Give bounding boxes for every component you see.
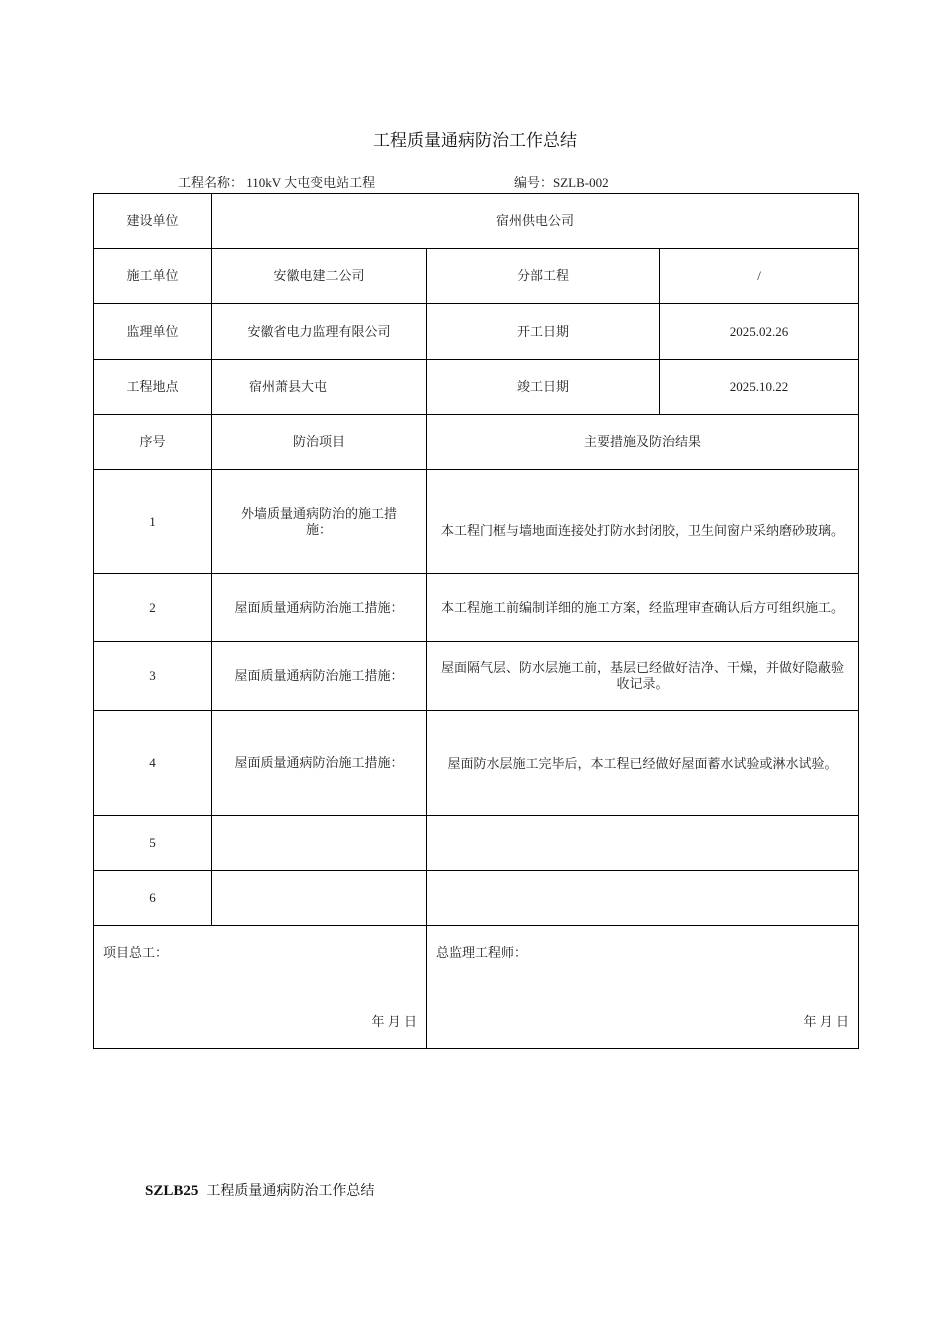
header-result: 主要措施及防治结果 [427, 415, 859, 470]
table-row [94, 642, 859, 711]
division-label: 分部工程 [427, 249, 660, 304]
row-item: 屋面质量通病防治施工措施： [212, 642, 427, 711]
project-name-line [178, 172, 375, 191]
table-row [94, 249, 859, 304]
row-result [427, 871, 859, 926]
row-result: 本工程施工前编制详细的施工方案，经监理审查确认后方可组织施工。 [427, 574, 859, 642]
project-chief-date: 年 月 日 [371, 1014, 417, 1029]
header-item: 防治项目 [212, 415, 427, 470]
construction-unit-label: 建设单位 [94, 194, 212, 249]
header-no: 序号 [94, 415, 212, 470]
row-no: 5 [94, 816, 212, 871]
table-header-row [94, 415, 859, 470]
row-no: 6 [94, 871, 212, 926]
table-row [94, 816, 859, 871]
row-item: 屋面质量通病防治施工措施： [212, 711, 427, 816]
table-row [94, 360, 859, 415]
table-row [94, 194, 859, 249]
row-no: 1 [94, 470, 212, 574]
row-item [212, 871, 427, 926]
row-item [212, 816, 427, 871]
footer-name: 工程质量通病防治工作总结 [206, 1183, 375, 1199]
chief-supervisor-label: 总监理工程师： [436, 945, 528, 960]
row-item: 屋面质量通病防治施工措施： [212, 574, 427, 642]
table-row [94, 470, 859, 574]
row-result: 屋面隔气层、防水层施工前，基层已经做好洁净、干燥，并做好隐蔽验收记录。 [427, 642, 859, 711]
row-no: 2 [94, 574, 212, 642]
table-row [94, 304, 859, 360]
start-date-value: 2025.02.26 [660, 304, 859, 360]
chief-supervisor-date: 年 月 日 [803, 1014, 849, 1029]
row-no: 4 [94, 711, 212, 816]
row-item: 外墙质量通病防治的施工措施： [212, 470, 427, 574]
supervisor-value: 安徽省电力监理有限公司 [212, 304, 427, 360]
form-number-line [514, 172, 609, 191]
project-name-value: 110kV 大屯变电站工程 [246, 175, 376, 190]
supervisor-label: 监理单位 [94, 304, 212, 360]
chief-supervisor-signature [427, 926, 859, 1049]
table-row [94, 871, 859, 926]
end-date-label: 竣工日期 [427, 360, 660, 415]
project-name-label: 工程名称： [178, 175, 244, 190]
form-number-value: SZLB-002 [553, 175, 609, 190]
row-result: 屋面防水层施工完毕后，本工程已经做好屋面蓄水试验或淋水试验。 [427, 711, 859, 816]
page-title: 工程质量通病防治工作总结 [373, 131, 577, 151]
form-number-label: 编号： [514, 175, 554, 190]
builder-label: 施工单位 [94, 249, 212, 304]
footer-code: SZLB25 [145, 1183, 199, 1199]
table-row [94, 574, 859, 642]
signature-row [94, 926, 859, 1049]
table-row [94, 711, 859, 816]
construction-unit-value: 宿州供电公司 [212, 194, 859, 249]
location-value: 宿州萧县大屯 [212, 360, 427, 415]
row-result [427, 816, 859, 871]
division-value: / [660, 249, 859, 304]
end-date-value: 2025.10.22 [660, 360, 859, 415]
start-date-label: 开工日期 [427, 304, 660, 360]
project-chief-signature [94, 926, 427, 1049]
location-label: 工程地点 [94, 360, 212, 415]
project-chief-label: 项目总工： [103, 945, 169, 960]
footer-caption [145, 1180, 374, 1200]
row-no: 3 [94, 642, 212, 711]
builder-value: 安徽电建二公司 [212, 249, 427, 304]
row-result: 本工程门框与墙地面连接处打防水封闭胶，卫生间窗户采纳磨砂玻璃。 [427, 470, 859, 574]
summary-form-table [93, 193, 859, 1049]
